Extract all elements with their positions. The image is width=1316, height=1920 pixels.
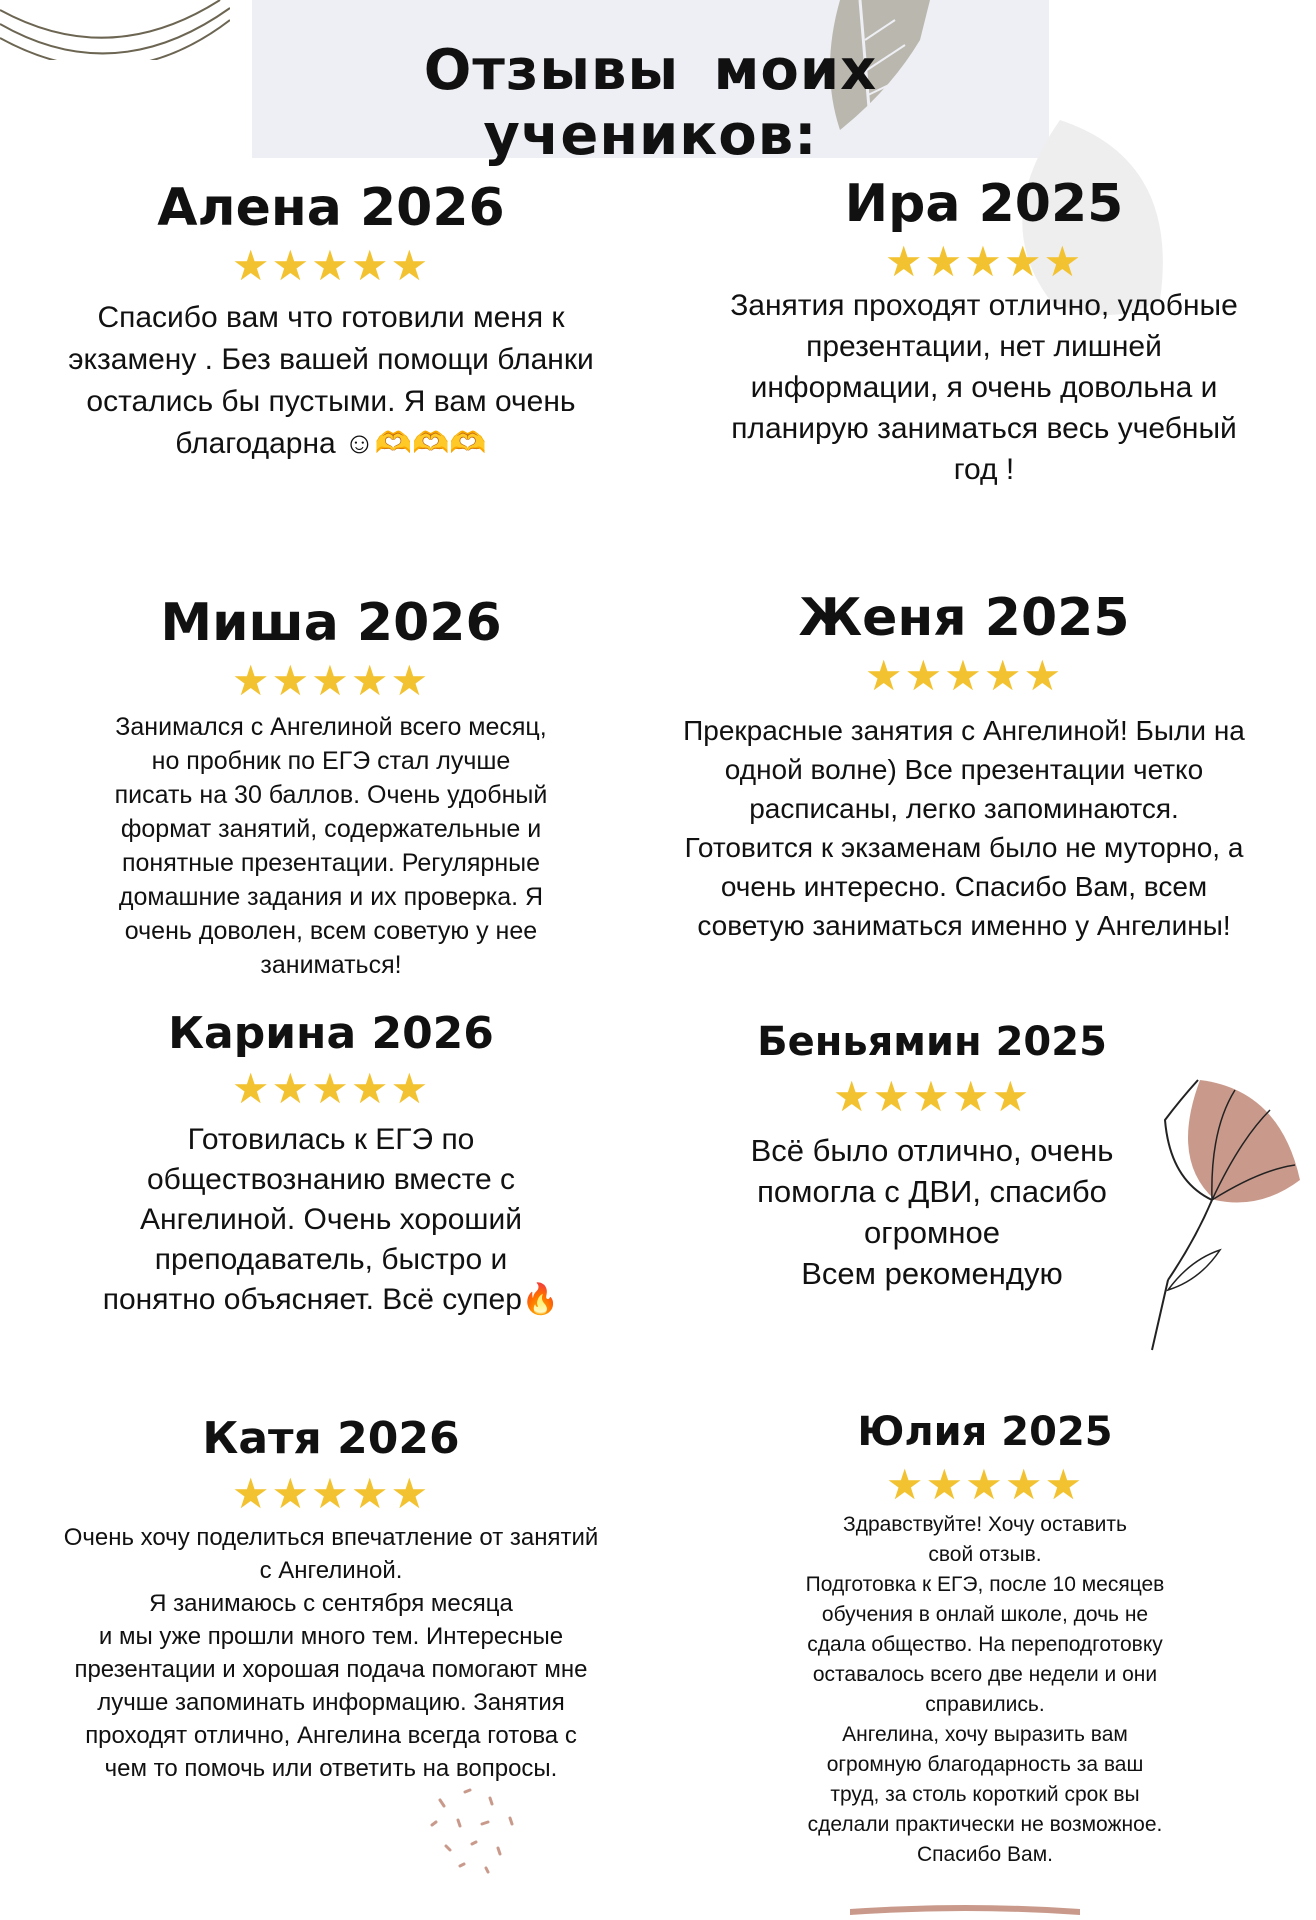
reviewer-name: Катя 2026 (202, 1413, 460, 1464)
review-card-ira (672, 176, 1296, 490)
page-title: Отзывы моих учеников: (423, 38, 878, 168)
reviewer-name: Ира 2025 (844, 174, 1124, 234)
rating-stars: ★★★★★ (231, 657, 431, 705)
rating-stars: ★★★★★ (231, 1470, 431, 1518)
reviewer-name: Миша 2026 (160, 593, 502, 653)
review-card-yuliya (700, 1410, 1270, 1870)
reviewer-name: Алена 2026 (157, 178, 505, 238)
review-text: Прекрасные занятия с Ангелиной! Были на одной волне) Все презентации четко расписаны, легко запоминаются. Готовится к экзаменам было не муторно, а очень интересно. Спасибо Вам, всем советую заниматься именно у Ангелины! (683, 715, 1245, 942)
review-card-misha (20, 595, 642, 982)
review-card-zhenya (632, 590, 1296, 945)
review-text: Занимался с Ангелиной всего месяц, но пробник по ЕГЭ стал лучше писать на 30 баллов. Очень удобный формат занятий, содержательные и понятные презентации. Регулярные домашние задания и их проверка. Я очень доволен, всем советую у нее заниматься! (114, 713, 548, 980)
review-text: Здравствуйте! Хочу оставить свой отзыв. Подготовка к ЕГЭ, после 10 месяцев обучения в онлай школе, дочь не сдала общество. На переподготовку оставалось всего две недели и они справились. Ангелина, хочу выразить вам огромную благодарность за ваш труд, за столь короткий срок вы сделали практически не возможное. Спасибо Вам. (805, 1513, 1165, 1866)
review-text: Готовилась к ЕГЭ по обществознанию вместе с Ангелиной. Очень хороший преподаватель, быстро и понятно объясняет. Всё супер🔥 (102, 1123, 560, 1317)
reviewer-name: Карина 2026 (168, 1008, 494, 1059)
review-card-benyamin (672, 1020, 1192, 1294)
rating-stars: ★★★★★ (864, 652, 1064, 700)
review-card-alena (20, 180, 642, 465)
rating-stars: ★★★★★ (832, 1073, 1032, 1120)
dots-decoration (420, 1780, 540, 1880)
review-text: Всё было отлично, очень помогла с ДВИ, спасибо огромное Всем рекомендую (750, 1133, 1114, 1291)
rating-stars: ★★★★★ (231, 1065, 431, 1113)
reviewer-name: Беньямин 2025 (757, 1019, 1107, 1065)
review-text: Спасибо вам что готовили меня к экзамену . Без вашей помощи бланки остались бы пустыми. Я вам очень благодарна ☺🫶🫶🫶 (68, 301, 594, 461)
rating-stars: ★★★★★ (885, 1461, 1085, 1508)
arc-lines-decoration (0, 0, 230, 60)
rating-stars: ★★★★★ (231, 242, 431, 290)
review-text: Занятия проходят отлично, удобные презентации, нет лишней информации, я очень довольна и планирую заниматься весь учебный год ! (730, 289, 1238, 487)
review-card-katya (20, 1415, 642, 1785)
review-text: Очень хочу поделиться впечатление от занятий с Ангелиной. Я занимаюсь с сентября месяца и мы уже прошли много тем. Интересные презентации и хорошая подача помогают мне лучше запоминать информацию. Занятия проходят отлично, Ангелина всегда готова с чем то помочь или ответить на вопросы. (63, 1524, 599, 1783)
reviewer-name: Юлия 2025 (857, 1409, 1113, 1455)
brush-stroke-decoration (850, 1902, 1080, 1920)
review-card-karina (20, 1010, 642, 1320)
reviewer-name: Женя 2025 (798, 588, 1130, 648)
rating-stars: ★★★★★ (884, 238, 1084, 286)
